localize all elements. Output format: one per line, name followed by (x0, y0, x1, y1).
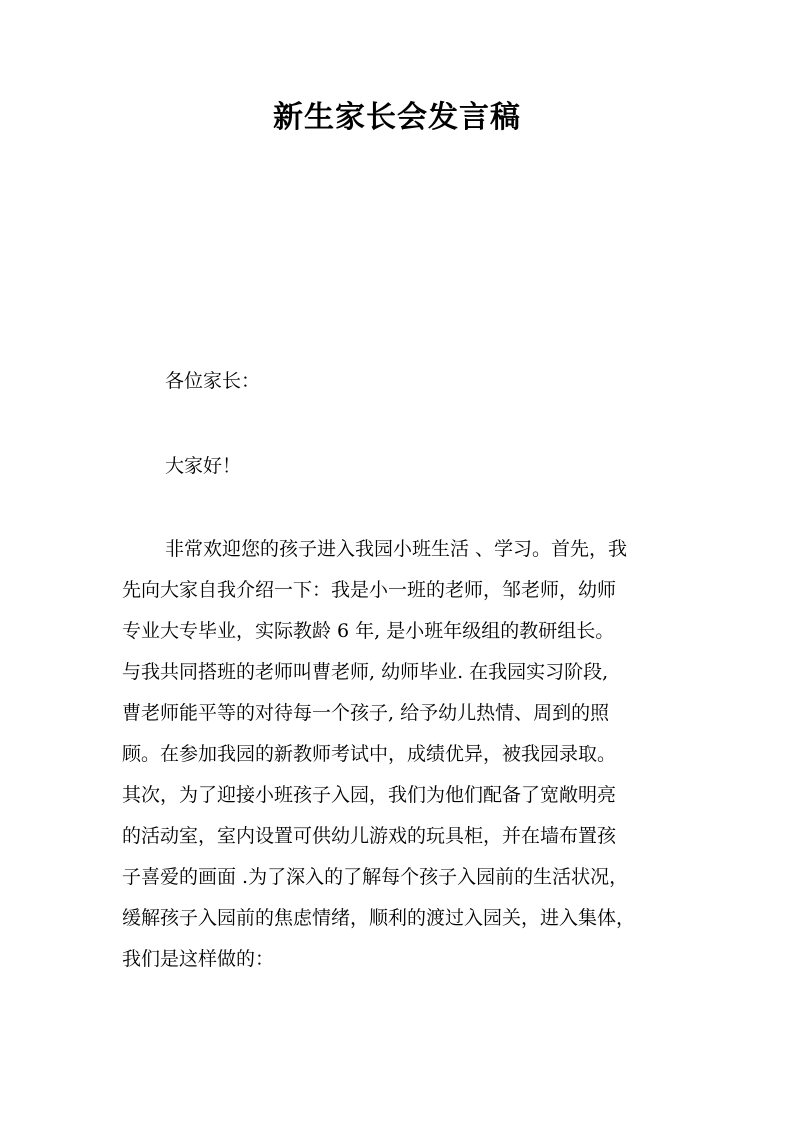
body-line: 其次，为了迎接小班孩子入园，我们为他们配备了宽敞明亮 (122, 784, 617, 806)
body-line: 子喜爱的画面 .为了深入的了解每个孩子入园前的生活状况， (122, 866, 629, 888)
body-line: 非常欢迎您的孩子进入我园小班生活 、学习。首先，我 (165, 538, 628, 560)
body-line: 先向大家自我介绍一下：我是小一班的老师，邹老师，幼师 (122, 579, 617, 601)
document-title: 新生家长会发言稿 (273, 100, 521, 135)
body-line: 与我共同搭班的老师叫曹老师, 幼师毕业. 在我园实习阶段, (122, 661, 609, 683)
salutation: 各位家长： (165, 370, 261, 392)
body-line: 缓解孩子入园前的焦虑情绪，顺利的渡过入园关，进入集体， (122, 907, 636, 929)
body-line: 专业大专毕业，实际教龄 6 年, 是小班年级组的教研组长。 (122, 620, 615, 642)
body-line: 曹老师能平等的对待每一个孩子, 给予幼儿热情、周到的照 (122, 702, 610, 724)
body-line: 的活动室，室内设置可供幼儿游戏的玩具柜，并在墙布置孩 (122, 825, 617, 847)
body-line: 顾。在参加我园的新教师考试中，成绩优异，被我园录取。 (122, 743, 617, 765)
body-line: 我们是这样做的： (122, 948, 275, 970)
greeting: 大家好！ (165, 455, 242, 477)
